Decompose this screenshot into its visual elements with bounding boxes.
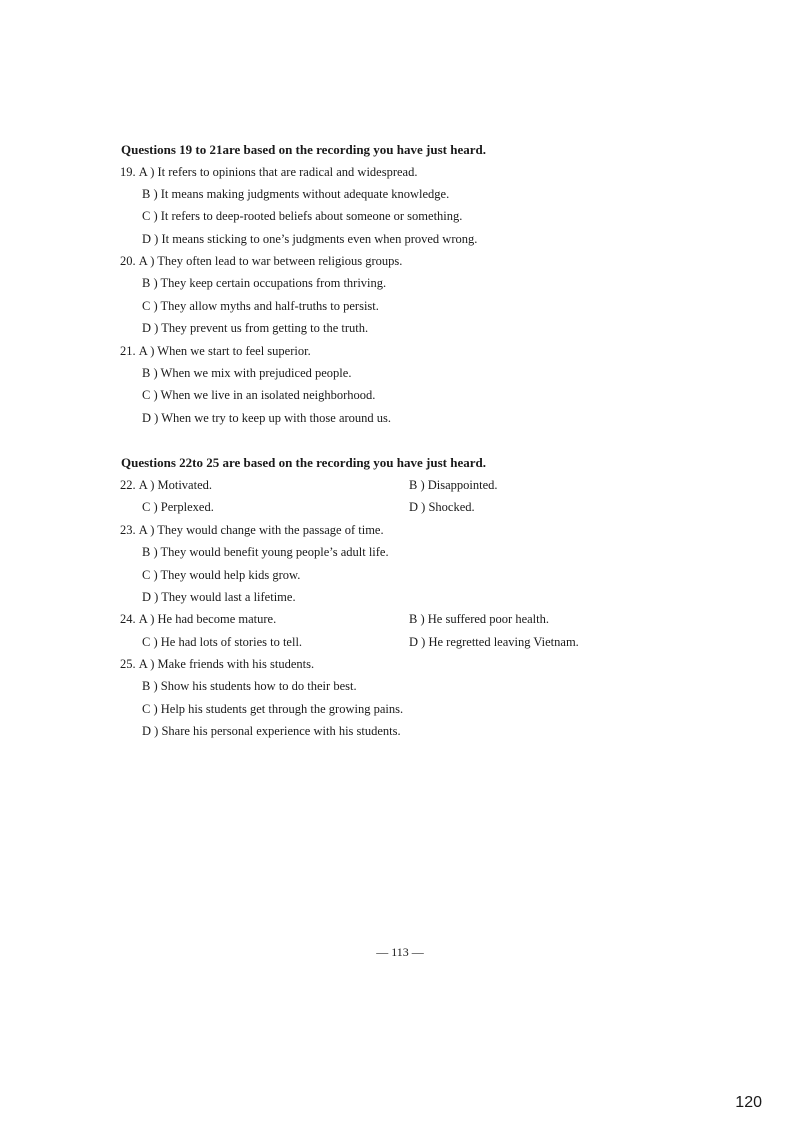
option-letter: A ) — [138, 523, 155, 537]
option-text: They would benefit young people’s adult life. — [160, 545, 389, 559]
option-text: When we try to keep up with those around us. — [161, 411, 392, 425]
page-number: 120 — [735, 1094, 762, 1111]
question-number: 24. — [120, 612, 136, 626]
section-heading: Questions 22to 25 are based on the recording you have just heard. — [121, 455, 486, 470]
option-letter: B ) — [142, 679, 158, 693]
option-text: Motivated. — [157, 478, 213, 492]
option-text: Make friends with his students. — [157, 657, 315, 671]
question-21-option-c — [142, 387, 375, 403]
question-22-option-c — [142, 499, 214, 515]
question-19-option-b — [142, 186, 449, 202]
option-text: He regretted leaving Vietnam. — [428, 635, 579, 649]
option-text: When we live in an isolated neighborhood. — [160, 388, 376, 402]
option-letter: B ) — [142, 276, 158, 290]
option-text: Show his students how to do their best. — [160, 679, 357, 693]
question-23-option-b — [142, 544, 389, 560]
option-letter: D ) — [409, 500, 426, 514]
question-number: 25. — [120, 657, 136, 671]
option-letter: D ) — [409, 635, 426, 649]
option-letter: A ) — [138, 657, 155, 671]
option-letter: B ) — [142, 187, 158, 201]
option-text: They allow myths and half-truths to persist. — [160, 299, 379, 313]
question-number: 19. — [120, 165, 136, 179]
option-text: Disappointed. — [427, 478, 498, 492]
option-letter: B ) — [142, 545, 158, 559]
option-letter: C ) — [142, 568, 158, 582]
question-number: 21. — [120, 344, 136, 358]
question-23-option-c — [142, 567, 300, 583]
option-letter: D ) — [142, 321, 159, 335]
option-letter: C ) — [142, 702, 158, 716]
option-letter: B ) — [142, 366, 158, 380]
question-number: 23. — [120, 523, 136, 537]
option-text: They would help kids grow. — [160, 568, 301, 582]
question-20-option-b — [142, 275, 386, 291]
option-text: They keep certain occupations from thriving. — [160, 276, 387, 290]
option-letter: D ) — [142, 411, 159, 425]
question-19-option-a — [120, 164, 417, 180]
question-22-option-d — [409, 499, 475, 515]
option-text: It means sticking to one’s judgments even when proved wrong. — [161, 232, 478, 246]
option-letter: A ) — [138, 254, 155, 268]
question-25-option-c — [142, 701, 403, 717]
question-25-option-d — [142, 723, 401, 739]
option-text: Shocked. — [428, 500, 475, 514]
question-24-option-c — [142, 634, 302, 650]
option-text: They would change with the passage of time. — [157, 523, 384, 537]
option-text: They would last a lifetime. — [161, 590, 296, 604]
option-text: He had become mature. — [157, 612, 277, 626]
question-20-option-c — [142, 298, 379, 314]
option-letter: C ) — [142, 209, 158, 223]
option-letter: C ) — [142, 388, 158, 402]
question-21-option-b — [142, 365, 351, 381]
page-footer-marker: — 113 — — [376, 945, 424, 959]
option-text: Perplexed. — [160, 500, 214, 514]
option-letter: B ) — [409, 612, 425, 626]
option-letter: D ) — [142, 232, 159, 246]
option-text: It refers to opinions that are radical and widespread. — [157, 165, 418, 179]
question-23-option-d — [142, 589, 296, 605]
option-text: He suffered poor health. — [427, 612, 550, 626]
question-number: 22. — [120, 478, 136, 492]
option-text: When we mix with prejudiced people. — [160, 366, 352, 380]
option-letter: C ) — [142, 500, 158, 514]
question-24-option-a — [120, 611, 276, 627]
option-letter: A ) — [138, 165, 155, 179]
option-text: They often lead to war between religious groups. — [157, 254, 403, 268]
option-text: Help his students get through the growing pains. — [160, 702, 404, 716]
option-letter: D ) — [142, 724, 159, 738]
question-24-option-d — [409, 634, 579, 650]
question-25-option-a — [120, 656, 314, 672]
option-letter: B ) — [409, 478, 425, 492]
question-22-option-b — [409, 477, 498, 493]
option-text: They prevent us from getting to the truth. — [161, 321, 369, 335]
option-letter: D ) — [142, 590, 159, 604]
question-number: 20. — [120, 254, 136, 268]
question-22-option-a — [120, 477, 212, 493]
question-20-option-a — [120, 253, 402, 269]
option-text: It means making judgments without adequate knowledge. — [160, 187, 450, 201]
option-text: Share his personal experience with his students. — [161, 724, 401, 738]
option-letter: A ) — [138, 612, 155, 626]
section-heading: Questions 19 to 21are based on the recording you have just heard. — [121, 142, 486, 157]
question-23-option-a — [120, 522, 384, 538]
question-21-option-a — [120, 343, 311, 359]
question-19-option-d — [142, 231, 477, 247]
option-text: When we start to feel superior. — [157, 344, 311, 358]
question-19-option-c — [142, 208, 462, 224]
option-letter: C ) — [142, 635, 158, 649]
option-letter: A ) — [138, 478, 155, 492]
question-24-option-b — [409, 611, 549, 627]
option-letter: A ) — [138, 344, 155, 358]
option-text: He had lots of stories to tell. — [160, 635, 303, 649]
question-21-option-d — [142, 410, 391, 426]
option-letter: C ) — [142, 299, 158, 313]
question-25-option-b — [142, 678, 357, 694]
question-20-option-d — [142, 320, 368, 336]
option-text: It refers to deep-rooted beliefs about someone or something. — [160, 209, 463, 223]
